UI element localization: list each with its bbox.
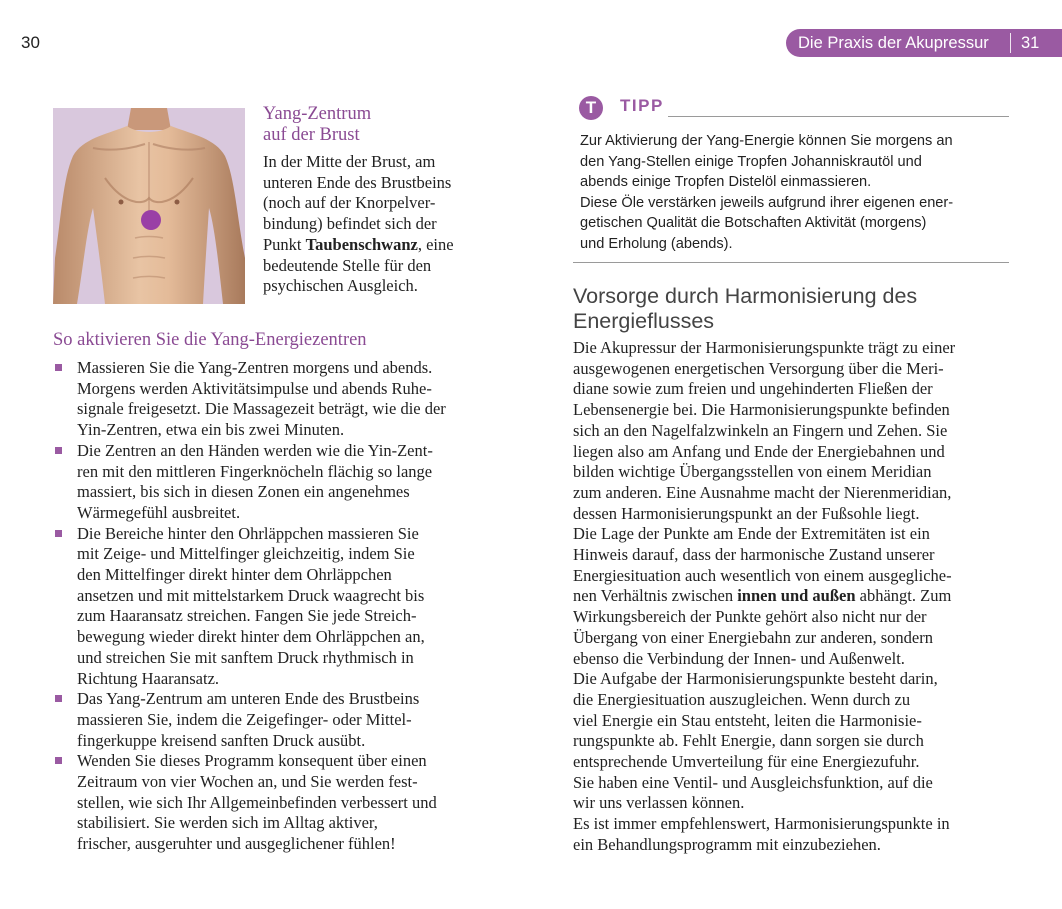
taubenschwanz-point-marker bbox=[141, 210, 161, 230]
bold-term: Taubenschwanz bbox=[305, 234, 418, 254]
bullet-line: signale freigesetzt. Die Massagezeit beträgt, wie die der bbox=[77, 399, 446, 419]
article-body bbox=[573, 338, 1013, 856]
bullet-square-icon bbox=[55, 530, 62, 537]
bold-term: innen und außen bbox=[737, 586, 856, 606]
bullet-line: bewegung wieder direkt hinter dem Ohrläppchen an, bbox=[77, 627, 425, 647]
article-line: Es ist immer empfehlenswert, Harmonisierungspunkte in bbox=[573, 814, 950, 834]
bullet-item bbox=[53, 751, 493, 855]
article-line: viel Energie ein Stau entsteht, leiten die Harmonisie- bbox=[573, 710, 922, 730]
article-line: Hinweis darauf, dass der harmonische Zustand unserer bbox=[573, 545, 935, 565]
tipp-line: Zur Aktivierung der Yang-Energie können Sie morgens an bbox=[580, 133, 953, 149]
bullet-line: massieren Sie, indem die Zeigefinger- oder Mittel- bbox=[77, 709, 412, 729]
bullet-line: Morgens werden Aktivitätsimpulse und abends Ruhe- bbox=[77, 378, 432, 398]
article-line: rungspunkte ab. Fehlt Energie, dann sorgen sie durch bbox=[573, 731, 924, 751]
tipp-line: getischen Qualität die Botschaften Aktivität (morgens) bbox=[580, 215, 927, 232]
bullet-item bbox=[53, 358, 493, 441]
bullet-line: stabilisiert. Sie werden sich im Alltag aktiver, bbox=[77, 813, 378, 833]
article-line: Wirkungsbereich der Punkte gehört also nicht nur der bbox=[573, 607, 927, 627]
bullet-line: ansetzen und mit mittelstarkem Druck waagrecht bis bbox=[77, 585, 425, 605]
tipp-line: und Erholung (abends). bbox=[580, 235, 733, 252]
bullet-line: Wenden Sie dieses Programm konsequent über einen bbox=[77, 751, 427, 771]
bullet-line: Das Yang-Zentrum am unteren Ende des Brustbeins bbox=[77, 689, 420, 709]
article-line: ausgewogenen energetischen Versorgung über die Meri- bbox=[573, 358, 944, 378]
page-number-right: 31 bbox=[1021, 33, 1040, 52]
text-span: abhängt. Zum bbox=[855, 586, 952, 606]
article-line: Die Aufgabe der Harmonisierungspunkte besteht darin, bbox=[573, 669, 938, 689]
bullet-line: ren mit den mittleren Fingerknöcheln flächig so lange bbox=[77, 461, 433, 481]
yang-line: (noch auf der Knorpelver- bbox=[263, 193, 436, 213]
tipp-line: den Yang-Stellen einige Tropfen Johanniskrautöl und bbox=[580, 153, 922, 170]
yang-title-line: Yang-Zentrum bbox=[263, 104, 372, 124]
bullet-line: und streichen Sie mit sanftem Druck rhythmisch in bbox=[77, 647, 414, 667]
bullet-square-icon bbox=[55, 695, 62, 702]
tipp-line: Diese Öle verstärken jeweils aufgrund ihrer eigenen ener- bbox=[580, 194, 954, 211]
tipp-label: TIPP bbox=[620, 96, 664, 115]
article-line: die Energiesituation auszugleichen. Wenn durch zu bbox=[573, 689, 911, 709]
bullet-item bbox=[53, 441, 493, 524]
tipp-icon: T bbox=[579, 96, 603, 120]
yang-line: In der Mitte der Brust, am bbox=[263, 152, 436, 171]
bullet-line: Die Zentren an den Händen werden wie die Yin-Zent- bbox=[77, 440, 433, 460]
yang-line: bindung) befindet sich der bbox=[263, 214, 437, 234]
article-line: wir uns verlassen können. bbox=[573, 793, 745, 813]
page-number-left: 30 bbox=[21, 33, 40, 52]
bullet-line: Die Bereiche hinter den Ohrläppchen massieren Sie bbox=[77, 523, 419, 543]
bullet-list bbox=[53, 358, 493, 855]
article-line: Sie haben eine Ventil- und Ausgleichsfunktion, auf die bbox=[573, 772, 933, 792]
torso-illustration-icon bbox=[53, 108, 245, 304]
bullet-line: Massieren Sie die Yang-Zentren morgens und abends. bbox=[77, 358, 433, 377]
running-header bbox=[786, 29, 1062, 57]
bullet-line: stellen, wie sich Ihr Allgemeinbefinden verbessert und bbox=[77, 792, 437, 812]
bullet-line: zum Haaransatz streichen. Fangen Sie jede Streich- bbox=[77, 606, 417, 626]
article-line: dessen Harmonisierungspunkt an der Fußsohle liegt. bbox=[573, 503, 920, 523]
article-lines-a bbox=[573, 338, 1013, 586]
yang-line: psychischen Ausgleich. bbox=[263, 276, 418, 296]
bullet-line: Zeitraum von vier Wochen an, und Sie werden fest- bbox=[77, 772, 418, 792]
bullet-item bbox=[53, 524, 493, 690]
bullet-line: mit Zeige- und Mittelfinger gleichzeitig, indem Sie bbox=[77, 544, 415, 564]
article-lines-b bbox=[573, 607, 1013, 855]
tipp-bottom-rule bbox=[573, 262, 1009, 263]
heading-line: Energieflusses bbox=[573, 309, 715, 333]
header-divider bbox=[1010, 33, 1011, 53]
bullet-line: fingerkuppe kreisend sanften Druck ausübt. bbox=[77, 730, 366, 750]
yang-line: bedeutende Stelle für den bbox=[263, 255, 432, 275]
article-line: entsprechende Umverteilung für eine Energiezufuhr. bbox=[573, 752, 920, 772]
bullet-square-icon bbox=[55, 364, 62, 371]
article-line: ebenso die Verbindung der Innen- und Außenwelt. bbox=[573, 648, 905, 668]
article-line: zum anderen. Eine Ausnahme macht der Nierenmeridian, bbox=[573, 482, 952, 502]
bullet-square-icon bbox=[55, 447, 62, 454]
tipp-text bbox=[580, 131, 1010, 255]
article-line: Die Lage der Punkte am Ende der Extremitäten ist ein bbox=[573, 524, 930, 544]
article-line: liegen also am Anfang und Ende der Energiebahnen und bbox=[573, 441, 945, 461]
bullet-line: frischer, ausgeruhter und ausgeglichener fühlen! bbox=[77, 834, 396, 854]
yang-title-line: auf der Brust bbox=[263, 125, 360, 145]
bullet-square-icon bbox=[55, 757, 62, 764]
yang-line bbox=[263, 235, 495, 256]
tipp-line: abends einige Tropfen Distelöl einmassieren. bbox=[580, 174, 872, 191]
yang-box-body bbox=[263, 152, 495, 297]
article-line: Die Akupressur der Harmonisierungspunkte trägt zu einer bbox=[573, 338, 956, 357]
bullet-line: Wärmegefühl ausbreitet. bbox=[77, 502, 241, 522]
article-line: diane sowie zum freien und ungehinderten Fließen der bbox=[573, 379, 933, 399]
yang-line: unteren Ende des Brustbeins bbox=[263, 172, 452, 192]
yang-box-title bbox=[263, 104, 493, 146]
bullet-line: Richtung Haaransatz. bbox=[77, 668, 220, 688]
running-title: Die Praxis der Akupressur bbox=[798, 33, 989, 52]
article-line: sich an den Nagelfalzwinkeln an Fingern und Zehen. Sie bbox=[573, 420, 948, 440]
article-line: bilden wichtige Übergangsstellen von einem Meridian bbox=[573, 462, 932, 482]
tipp-header bbox=[573, 96, 1009, 120]
torso-svg bbox=[53, 108, 245, 304]
article-line bbox=[573, 586, 1013, 607]
section-title: So aktivieren Sie die Yang-Energiezentren bbox=[53, 330, 367, 350]
article-line: Lebensenergie bei. Die Harmonisierungspunkte befinden bbox=[573, 400, 950, 420]
bullet-line: massiert, bis sich in diesen Zonen ein angenehmes bbox=[77, 482, 410, 502]
article-heading bbox=[573, 284, 1009, 334]
bullet-line: den Mittelfinger direkt hinter dem Ohrläppchen bbox=[77, 565, 392, 585]
bullet-item bbox=[53, 689, 493, 751]
article-line: Energiesituation auch wesentlich von einem ausgegliche- bbox=[573, 565, 952, 585]
heading-line: Vorsorge durch Harmonisierung des bbox=[573, 284, 918, 308]
tipp-rule bbox=[668, 116, 1009, 117]
text-span: Punkt bbox=[263, 234, 306, 254]
article-line: ein Behandlungsprogramm mit einzubeziehen. bbox=[573, 834, 881, 854]
article-line: Übergang von einer Energiebahn zur anderen, sondern bbox=[573, 627, 933, 647]
bullet-line: Yin-Zentren, etwa ein bis zwei Minuten. bbox=[77, 420, 345, 440]
text-span: , eine bbox=[417, 234, 454, 254]
text-span: nen Verhältnis zwischen bbox=[573, 586, 738, 606]
